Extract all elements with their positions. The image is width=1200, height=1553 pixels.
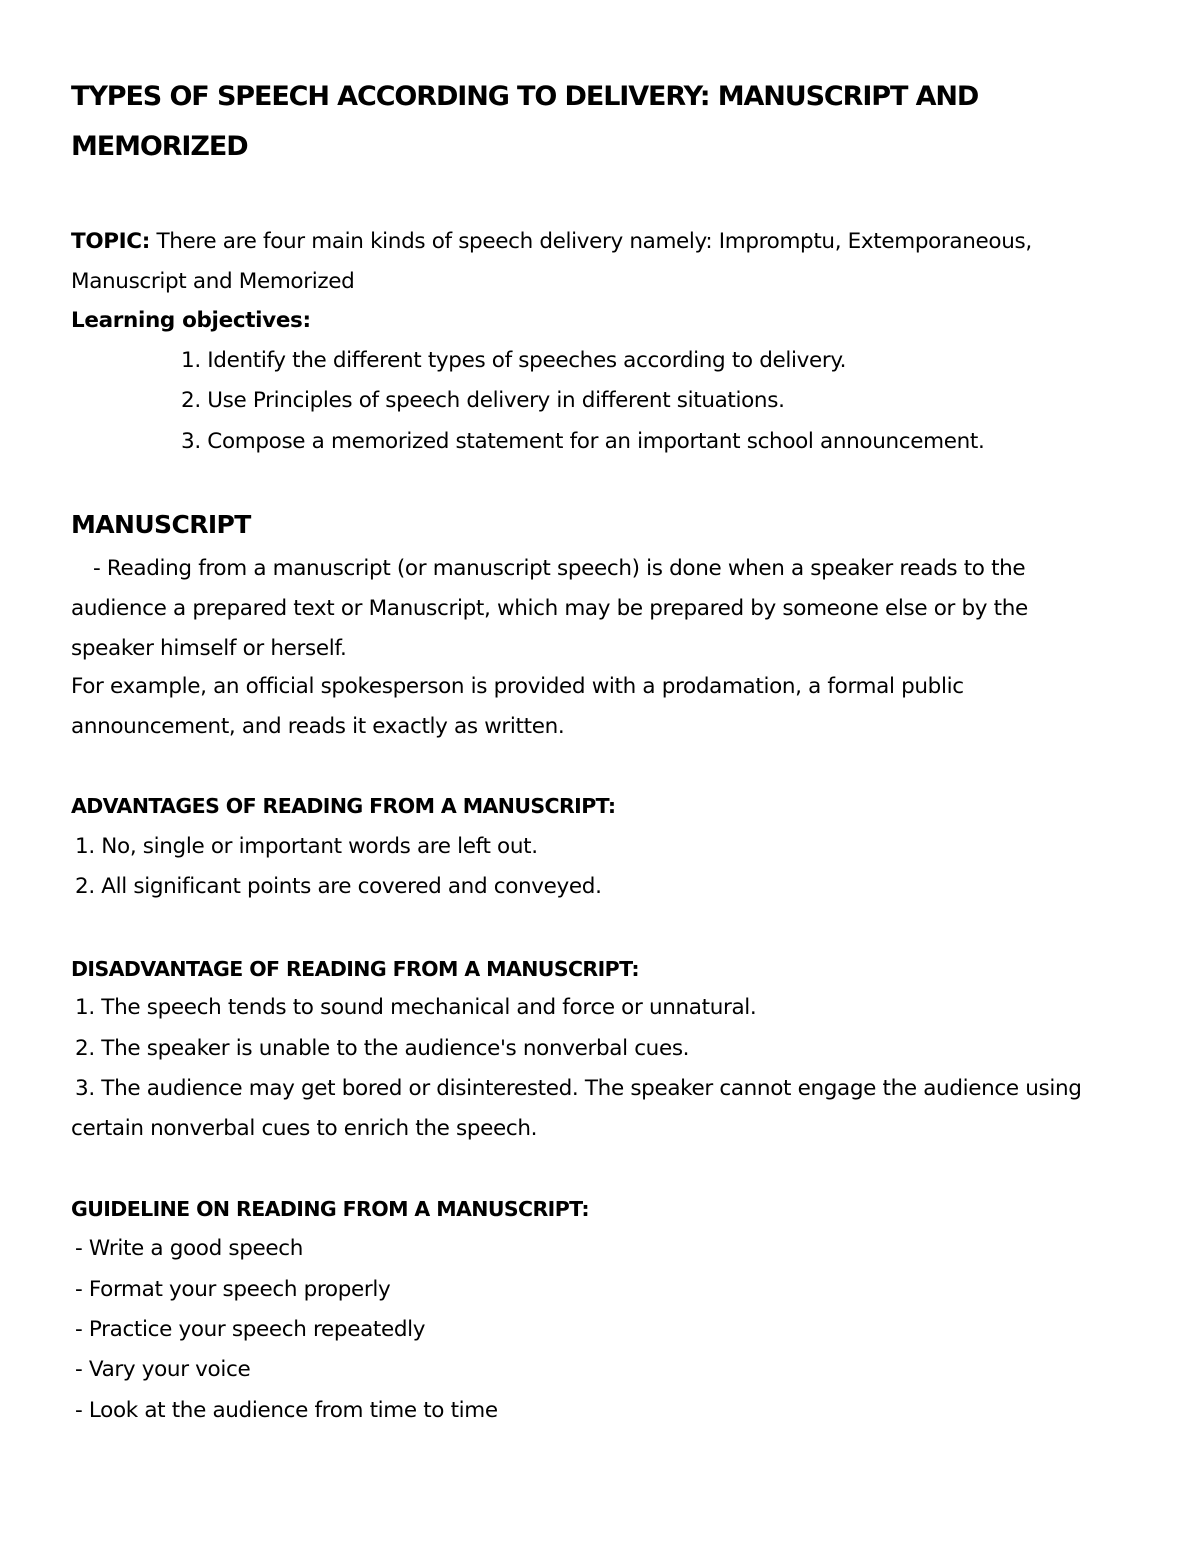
advantage-item: 2. All significant points are covered and conveyed. xyxy=(75,874,602,899)
disadvantage-item: 1. The speech tends to sound mechanical and force or unnatural. xyxy=(75,995,757,1020)
manuscript-heading: MANUSCRIPT xyxy=(71,510,251,539)
objectives-label: Learning objectives: xyxy=(71,308,311,333)
advantage-item: 1. No, single or important words are left out. xyxy=(75,834,538,859)
guideline-item: - Format your speech properly xyxy=(75,1277,391,1302)
guidelines-heading: GUIDELINE ON READING FROM A MANUSCRIPT: xyxy=(71,1197,589,1221)
disadvantage-item: 2. The speaker is unable to the audience's nonverbal cues. xyxy=(75,1036,690,1061)
manuscript-example: For example, an official spokesperson is provided with a prodamation, a formal public announcement, and reads it exactly as written. xyxy=(71,674,964,739)
topic-text: There are four main kinds of speech delivery namely: Impromptu, Extemporaneous, Manuscript and Memorized xyxy=(71,229,1032,294)
topic-paragraph xyxy=(71,222,1131,302)
guideline-item: - Practice your speech repeatedly xyxy=(75,1317,426,1342)
manuscript-definition: - Reading from a manuscript (or manuscript speech) is done when a speaker reads to the audience a prepared text or Manuscript, which may be prepared by someone else or by the speaker himself or herself. xyxy=(71,556,1028,661)
advantages-heading: ADVANTAGES OF READING FROM A MANUSCRIPT: xyxy=(71,794,616,818)
objective-item: 2. Use Principles of speech delivery in different situations. xyxy=(181,388,785,413)
topic-label: TOPIC: xyxy=(71,229,150,254)
disadvantage-item: 3. The audience may get bored or disinterested. The speaker cannot engage the audience using certain nonverbal cues to enrich the speech. xyxy=(71,1076,1082,1141)
guideline-item: - Vary your voice xyxy=(75,1357,251,1382)
disadvantages-heading: DISADVANTAGE OF READING FROM A MANUSCRIPT: xyxy=(71,957,639,981)
guideline-item: - Write a good speech xyxy=(75,1236,304,1261)
document-title: TYPES OF SPEECH ACCORDING TO DELIVERY: MANUSCRIPT AND MEMORIZED xyxy=(71,81,979,162)
objective-item: 3. Compose a memorized statement for an important school announcement. xyxy=(181,429,985,454)
guideline-item: - Look at the audience from time to time xyxy=(75,1398,498,1423)
objective-item: 1. Identify the different types of speeches according to delivery. xyxy=(181,348,847,373)
